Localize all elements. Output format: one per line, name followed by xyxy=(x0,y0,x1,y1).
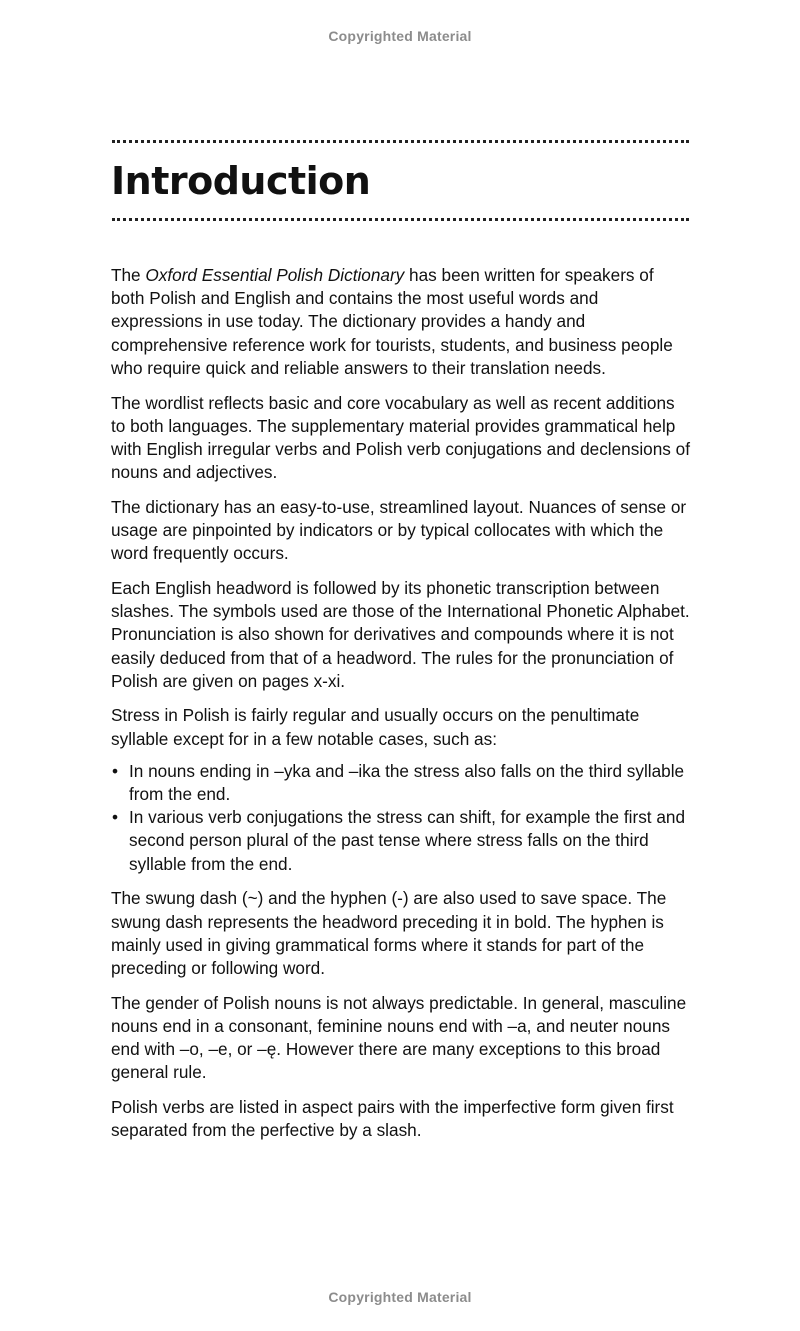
introduction-body xyxy=(111,264,691,1142)
page-title: Introduction xyxy=(111,159,371,203)
dotted-rule-bottom xyxy=(112,218,689,221)
copyright-watermark-top: Copyrighted Material xyxy=(328,28,472,44)
paragraph-7: The gender of Polish nouns is not always predictable. In general, masculine nouns end in a consonant, feminine nouns end with –a, and neuter nouns end with –o, –e, or –ę. However there are many exceptions to this broad general rule. xyxy=(111,992,687,1083)
list-item: • In nouns ending in –yka and –ika the stress also falls on the third syllable from the end. xyxy=(112,760,685,805)
page-content xyxy=(111,140,691,1154)
stress-exceptions-list xyxy=(111,760,691,876)
copyright-watermark-bottom: Copyrighted Material xyxy=(328,1289,472,1305)
paragraph-6: The swung dash (~) and the hyphen (-) are also used to save space. The swung dash represents the headword preceding it in bold. The hyphen is mainly used in giving grammatical forms where it stands for part of the preceding or following word. xyxy=(111,888,667,978)
bullet-icon: • xyxy=(112,760,119,781)
bullet-icon: • xyxy=(112,807,119,828)
paragraph-5: Stress in Polish is fairly regular and usually occurs on the penultimate syllable except for in a few notable cases, such as: xyxy=(111,705,640,749)
paragraph-8: Polish verbs are listed in aspect pairs with the imperfective form given first separated from the perfective by a slash. xyxy=(111,1097,674,1141)
paragraph-4: Each English headword is followed by its phonetic transcription between slashes. The symbols used are those of the International Phonetic Alphabet. Pronunciation is also shown for derivatives and compounds where it is not easily deduced from that of a headword. The rules for the pronunciation of Polish are given on pages x-xi. xyxy=(111,577,690,691)
paragraph-3: The dictionary has an easy-to-use, streamlined layout. Nuances of sense or usage are pinpointed by indicators or by typical collocates with which the word frequently occurs. xyxy=(111,496,687,564)
paragraph-1: The Oxford Essential Polish Dictionary has been written for speakers of both Polish and English and contains the most useful words and expressions in use today. The dictionary provides a handy and comprehensive reference work for tourists, students, and business people who require quick and reliable answers to their translation needs. xyxy=(111,265,673,378)
dictionary-title-italic: Oxford Essential Polish Dictionary xyxy=(145,265,405,285)
paragraph-2: The wordlist reflects basic and core vocabulary as well as recent additions to both languages. The supplementary material provides grammatical help with English irregular verbs and Polish verb conjugations and declensions of nouns and adjectives. xyxy=(111,392,690,483)
dotted-rule-top xyxy=(112,140,689,143)
list-item: • In various verb conjugations the stress can shift, for example the first and second person plural of the past tense where stress falls on the third syllable from the end. xyxy=(112,807,686,874)
